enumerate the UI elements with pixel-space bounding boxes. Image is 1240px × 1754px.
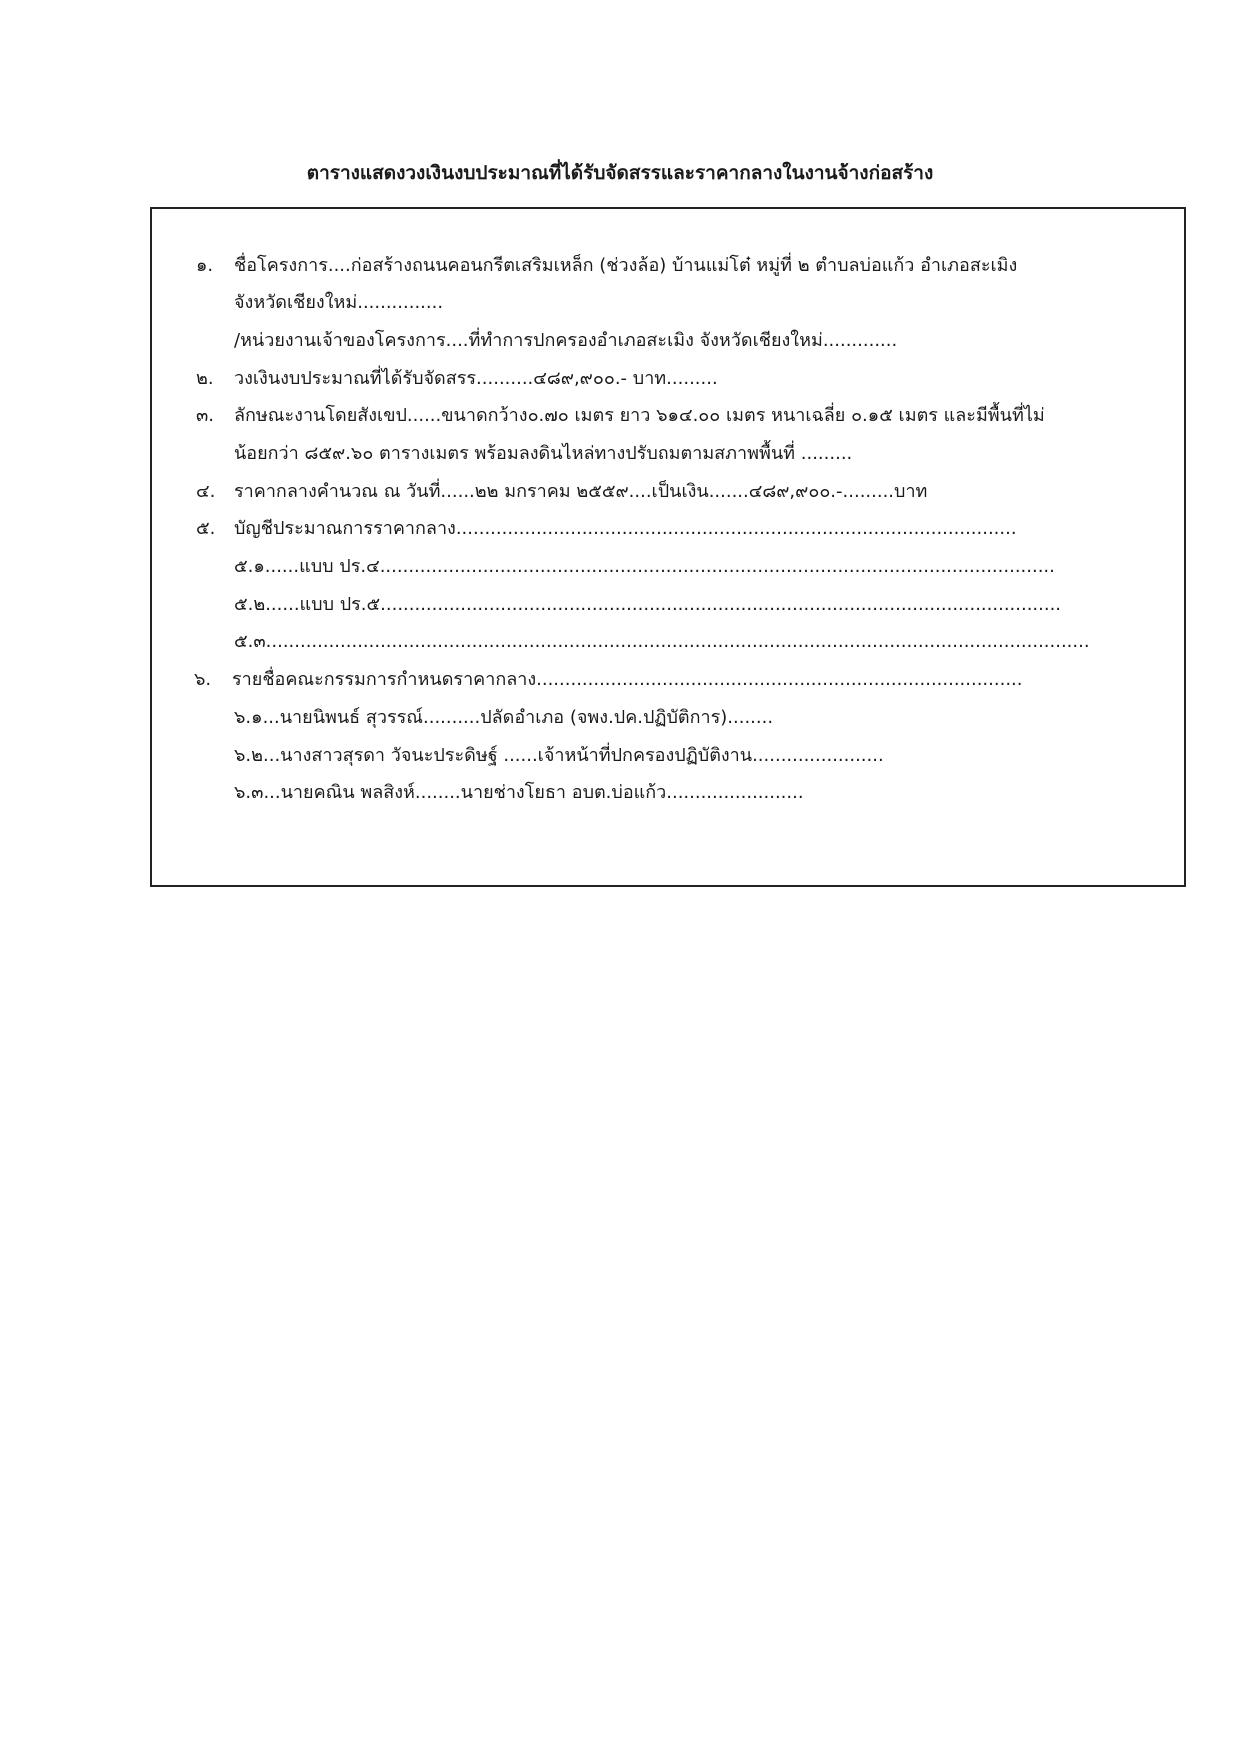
item-1 xyxy=(196,254,1017,278)
item-2 xyxy=(196,367,718,391)
item-4 xyxy=(196,480,927,504)
work-description: ลักษณะงานโดยสังเขป......ขนาดกว้าง๐.๗๐ เมตร ยาว ๖๑๔.๐๐ เมตร หนาเฉลี่ย ๐.๑๕ เมตร และมีพื้นที่ไม่ xyxy=(234,405,1045,426)
allocated-budget: วงเงินงบประมาณที่ได้รับจัดสรร..........๔๘๙,๙๐๐.- บาท......... xyxy=(234,368,718,389)
project-owner-agency: /หน่วยงานเจ้าของโครงการ....ที่ทำการปกครองอำเภอสะเมิง จังหวัดเชียงใหม่............. xyxy=(234,330,898,351)
sub-item-5-2: ๕.๒......แบบ ปร.๕....................................................................................................................... xyxy=(234,594,1062,615)
item-number: ๑. xyxy=(196,255,214,276)
sub-item-5-3: ๕.๓................................................................................................................................................ xyxy=(234,631,1090,652)
item-number: ๔. xyxy=(196,481,216,502)
project-name: ชื่อโครงการ....ก่อสร้างถนนคอนกรีตเสริมเหล็ก (ช่วงล้อ) บ้านแม่โต๋ หมู่ที่ ๒ ตำบลบ่อแก้ว อำเภอสะเมิง xyxy=(234,255,1018,276)
project-province: จังหวัดเชียงใหม่............... xyxy=(234,292,444,313)
item-number: ๒. xyxy=(196,368,214,389)
item-number: ๓. xyxy=(196,405,215,426)
document-title: ตารางแสดงวงเงินงบประมาณที่ได้รับจัดสรรและราคากลางในงานจ้างก่อสร้าง xyxy=(306,162,934,184)
committee-member-2: ๖.๒...นางสาวสุรดา วัจนะประดิษฐ์ ......เจ้าหน้าที่ปกครองปฏิบัติงาน....................... xyxy=(234,745,884,766)
committee-list: รายชื่อคณะกรรมการกำหนดราคากลาง..................................................................................... xyxy=(232,669,1023,690)
item-3 xyxy=(196,404,1045,428)
item-5 xyxy=(196,517,1017,541)
committee-member-1: ๖.๑...นายนิพนธ์ สุวรรณ์..........ปลัดอำเภอ (จพง.ปค.ปฏิบัติการ)........ xyxy=(234,707,774,728)
work-description-continued: น้อยกว่า ๘๕๙.๖๐ ตารางเมตร พร้อมลงดินไหล่ทางปรับถมตามสภาพพื้นที่ ......... xyxy=(234,443,853,464)
price-estimate-list: บัญชีประมาณการราคากลาง.................................................................................................. xyxy=(234,518,1017,539)
committee-member-3: ๖.๓...นายคณิน พลสิงห์........นายช่างโยธา อบต.บ่อแก้ว........................ xyxy=(234,782,804,803)
item-6 xyxy=(194,668,1023,692)
project-info-box xyxy=(150,207,1186,887)
reference-price: ราคากลางคำนวณ ณ วันที่......๒๒ มกราคม ๒๕๕๙....เป็นเงิน.......๔๘๙,๙๐๐.-.........บาท xyxy=(234,481,928,502)
item-number: ๕. xyxy=(196,518,216,539)
item-number: ๖. xyxy=(194,669,212,690)
sub-item-5-1: ๕.๑......แบบ ปร.๔...................................................................................................................... xyxy=(234,556,1055,577)
